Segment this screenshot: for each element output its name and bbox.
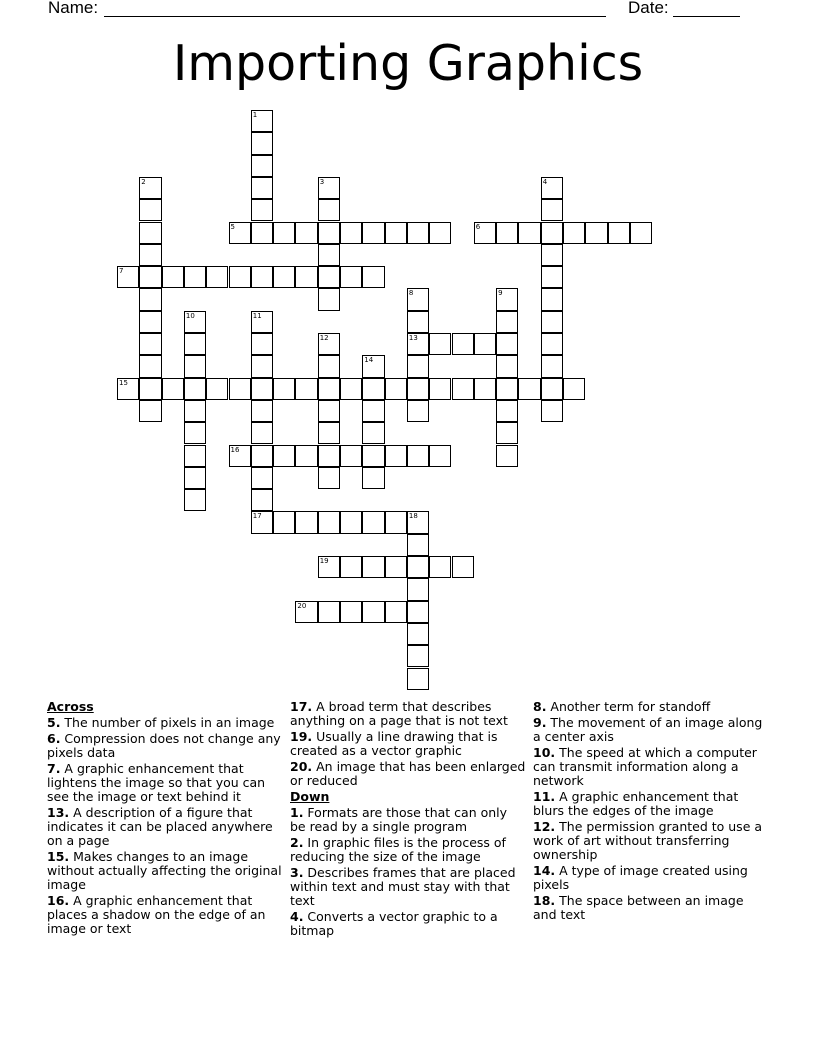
clue-number: 3 <box>319 177 325 186</box>
clue-item-text: Describes frames that are placed within text and must stay with that text <box>290 865 516 908</box>
clue-item-number: 18. <box>533 893 556 908</box>
crossword-cell[interactable] <box>407 534 429 556</box>
clue-item-text: Another term for standoff <box>546 699 711 714</box>
clue-item-text: A graphic enhancement that lightens the image so that you can see the image or text behind it <box>47 761 266 804</box>
crossword-cell[interactable] <box>139 311 161 333</box>
clue-item-number: 15. <box>47 849 70 864</box>
clue-item-number: 12. <box>533 819 556 834</box>
crossword-cell[interactable] <box>318 400 340 422</box>
crossword-cell[interactable] <box>407 311 429 333</box>
crossword-cell[interactable] <box>407 222 429 244</box>
crossword-cell[interactable] <box>362 556 384 578</box>
clue-item-number: 10. <box>533 745 556 760</box>
clue-item-text: A type of image created using pixels <box>533 863 748 892</box>
clue-number: 14 <box>364 356 374 365</box>
clues-column-2 <box>290 700 526 940</box>
crossword-cell[interactable] <box>139 378 161 400</box>
crossword-cell[interactable] <box>229 222 251 244</box>
clue-item-number: 6. <box>47 731 61 746</box>
clue-item <box>290 866 526 908</box>
crossword-cell[interactable] <box>496 222 518 244</box>
crossword-cell[interactable] <box>318 467 340 489</box>
clue-number: 5 <box>230 222 235 231</box>
crossword-cell[interactable] <box>407 378 429 400</box>
crossword-cell[interactable] <box>340 511 362 533</box>
crossword-cell[interactable] <box>295 445 317 467</box>
crossword-cell[interactable] <box>407 601 429 623</box>
clue-number: 19 <box>319 557 329 565</box>
crossword-cell[interactable] <box>452 333 474 355</box>
crossword-cell[interactable] <box>407 623 429 645</box>
clue-item <box>47 850 283 892</box>
crossword-cell[interactable] <box>295 222 317 244</box>
clues-column-3 <box>533 700 769 924</box>
crossword-cell[interactable] <box>474 378 496 400</box>
crossword-cell[interactable] <box>385 222 407 244</box>
clue-item-text: The space between an image and text <box>533 893 744 922</box>
clue-item-number: 17. <box>290 699 313 714</box>
crossword-cell[interactable] <box>273 378 295 400</box>
clue-number: 4 <box>542 177 548 186</box>
clue-item-text: The permission granted to use a work of art without transferring ownership <box>533 819 763 862</box>
crossword-cell[interactable] <box>117 266 139 288</box>
crossword-cell[interactable] <box>251 467 273 489</box>
clue-item <box>290 700 526 728</box>
crossword-cell[interactable] <box>541 311 563 333</box>
date-label: Date: <box>628 0 669 17</box>
crossword-cell[interactable] <box>251 355 273 377</box>
crossword-cell[interactable] <box>407 511 429 533</box>
crossword-cell[interactable] <box>541 244 563 266</box>
crossword-cell[interactable] <box>273 511 295 533</box>
clue-number: 9 <box>498 289 503 298</box>
crossword-cell[interactable] <box>496 288 518 310</box>
crossword-cell[interactable] <box>184 333 206 355</box>
crossword-cell[interactable] <box>340 445 362 467</box>
crossword-cell[interactable] <box>340 266 362 288</box>
crossword-cell[interactable] <box>385 601 407 623</box>
clue-item-number: 3. <box>290 865 304 880</box>
crossword-cell[interactable] <box>273 445 295 467</box>
crossword-cell[interactable] <box>184 467 206 489</box>
crossword-cell[interactable] <box>139 222 161 244</box>
crossword-cell[interactable] <box>340 222 362 244</box>
clue-item-number: 8. <box>533 699 547 714</box>
crossword-cell[interactable] <box>407 288 429 310</box>
crossword-cell[interactable] <box>407 333 429 355</box>
clue-item-number: 2. <box>290 835 304 850</box>
clue-number: 11 <box>252 311 262 320</box>
crossword-cell[interactable] <box>630 222 652 244</box>
clue-item <box>47 716 283 730</box>
crossword-cell[interactable] <box>563 378 585 400</box>
crossword-cell[interactable] <box>608 222 630 244</box>
crossword-cell[interactable] <box>139 400 161 422</box>
crossword-cell[interactable] <box>385 556 407 578</box>
clue-number: 2 <box>141 177 146 186</box>
crossword-cell[interactable] <box>251 400 273 422</box>
clue-number: 16 <box>230 445 240 454</box>
crossword-cell[interactable] <box>407 400 429 422</box>
clue-item-number: 19. <box>290 729 313 744</box>
crossword-cell[interactable] <box>362 467 384 489</box>
clue-number: 7 <box>119 267 124 276</box>
crossword-cell[interactable] <box>139 177 161 199</box>
crossword-cell[interactable] <box>407 445 429 467</box>
crossword-cell[interactable] <box>184 266 206 288</box>
clue-item-text: A graphic enhancement that blurs the edges of the image <box>533 789 739 818</box>
crossword-cell[interactable] <box>407 645 429 667</box>
crossword-cell[interactable] <box>318 333 340 355</box>
crossword-cell[interactable] <box>452 556 474 578</box>
down-clue-list-continued <box>533 700 769 922</box>
crossword-cell[interactable] <box>541 333 563 355</box>
clue-item <box>533 716 769 744</box>
crossword-cell[interactable] <box>496 400 518 422</box>
clue-item <box>533 790 769 818</box>
crossword-cell[interactable] <box>318 378 340 400</box>
crossword-cell[interactable] <box>563 222 585 244</box>
crossword-cell[interactable] <box>496 378 518 400</box>
crossword-cell[interactable] <box>429 333 451 355</box>
clue-item <box>47 732 283 760</box>
clue-item-text: Usually a line drawing that is created as a vector graphic <box>290 729 498 758</box>
crossword-cell[interactable] <box>229 445 251 467</box>
clue-number: 15 <box>119 378 128 387</box>
crossword-cell[interactable] <box>229 266 251 288</box>
clue-item-text: A description of a figure that indicates it can be placed anywhere on a page <box>47 805 273 848</box>
crossword-cell[interactable] <box>362 266 384 288</box>
crossword-cell[interactable] <box>273 266 295 288</box>
clue-number: 8 <box>408 289 414 298</box>
across-heading: Across <box>47 699 94 714</box>
crossword-cell[interactable] <box>318 445 340 467</box>
crossword-cell[interactable] <box>162 266 184 288</box>
crossword-cell[interactable] <box>318 422 340 444</box>
crossword-cell[interactable] <box>162 378 184 400</box>
crossword-cell[interactable] <box>407 668 429 690</box>
clue-item <box>533 700 769 714</box>
clue-item-number: 9. <box>533 715 547 730</box>
crossword-cell[interactable] <box>184 355 206 377</box>
crossword-cell[interactable] <box>362 601 384 623</box>
crossword-cell[interactable] <box>474 222 496 244</box>
crossword-cell[interactable] <box>139 355 161 377</box>
crossword-cell[interactable] <box>429 556 451 578</box>
crossword-cell[interactable] <box>318 266 340 288</box>
clue-number: 1 <box>252 111 258 119</box>
clue-item-number: 1. <box>290 805 304 820</box>
clue-number: 12 <box>319 334 329 342</box>
crossword-cell[interactable] <box>474 333 496 355</box>
clue-item-number: 5. <box>47 715 61 730</box>
crossword-cell[interactable] <box>206 378 228 400</box>
crossword-cell[interactable] <box>251 511 273 533</box>
crossword-cell[interactable] <box>362 422 384 444</box>
crossword-cell[interactable] <box>295 601 317 623</box>
clue-number: 6 <box>475 222 481 231</box>
crossword-cell[interactable] <box>139 199 161 221</box>
clue-item <box>533 820 769 862</box>
crossword-cell[interactable] <box>251 177 273 199</box>
crossword-cell[interactable] <box>407 355 429 377</box>
clue-item <box>290 730 526 758</box>
crossword-cell[interactable] <box>541 222 563 244</box>
crossword-cell[interactable] <box>496 333 518 355</box>
clue-item-text: Formats are those that can only be read by a single program <box>290 805 508 834</box>
crossword-cell[interactable] <box>295 511 317 533</box>
crossword-cell[interactable] <box>184 400 206 422</box>
crossword-cell[interactable] <box>184 489 206 511</box>
clue-item-text: The movement of an image along a center axis <box>533 715 763 744</box>
crossword-cell[interactable] <box>541 400 563 422</box>
crossword-cell[interactable] <box>362 222 384 244</box>
crossword-cell[interactable] <box>318 511 340 533</box>
crossword-cell[interactable] <box>318 222 340 244</box>
clues-column-1 <box>47 700 283 938</box>
crossword-cell[interactable] <box>585 222 607 244</box>
clue-number: 10 <box>185 311 195 320</box>
crossword-cell[interactable] <box>139 333 161 355</box>
crossword-cell[interactable] <box>273 222 295 244</box>
crossword-cell[interactable] <box>518 222 540 244</box>
clue-number: 13 <box>408 334 418 342</box>
crossword-cell[interactable] <box>362 400 384 422</box>
crossword-cell[interactable] <box>251 333 273 355</box>
crossword-cell[interactable] <box>318 556 340 578</box>
clue-item <box>47 806 283 848</box>
crossword-cell[interactable] <box>139 266 161 288</box>
crossword-cell[interactable] <box>452 378 474 400</box>
crossword-cell[interactable] <box>340 601 362 623</box>
clue-item <box>533 894 769 922</box>
clue-item <box>533 864 769 892</box>
clue-item-text: A graphic enhancement that places a shadow on the edge of an image or text <box>47 893 266 936</box>
clue-item-number: 11. <box>533 789 556 804</box>
across-clue-list-continued <box>290 700 526 788</box>
clue-item <box>290 836 526 864</box>
crossword-cell[interactable] <box>251 110 273 132</box>
crossword-cell[interactable] <box>295 378 317 400</box>
crossword-cell[interactable] <box>206 266 228 288</box>
name-label: Name: <box>48 0 99 17</box>
down-heading: Down <box>290 789 330 804</box>
clue-number: 18 <box>408 512 418 521</box>
crossword-cell[interactable] <box>251 311 273 333</box>
crossword-cell[interactable] <box>407 578 429 600</box>
clue-item <box>47 762 283 804</box>
clue-item <box>290 910 526 938</box>
crossword-cell[interactable] <box>184 422 206 444</box>
crossword-cell[interactable] <box>429 378 451 400</box>
crossword-cell[interactable] <box>541 355 563 377</box>
clue-item-text: In graphic files is the process of reducing the size of the image <box>290 835 506 864</box>
clue-item-number: 14. <box>533 863 556 878</box>
clue-item-number: 16. <box>47 893 70 908</box>
crossword-cell[interactable] <box>318 288 340 310</box>
clue-number: 17 <box>252 512 262 521</box>
crossword-cell[interactable] <box>541 378 563 400</box>
crossword-cell[interactable] <box>541 266 563 288</box>
crossword-cell[interactable] <box>541 199 563 221</box>
crossword-cell[interactable] <box>184 378 206 400</box>
crossword-cell[interactable] <box>251 199 273 221</box>
crossword-cell[interactable] <box>541 288 563 310</box>
crossword-cell[interactable] <box>251 378 273 400</box>
down-clue-list <box>290 806 526 938</box>
crossword-cell[interactable] <box>496 311 518 333</box>
clue-number: 20 <box>297 601 307 610</box>
crossword-cell[interactable] <box>229 378 251 400</box>
crossword-cell[interactable] <box>385 445 407 467</box>
clue-item-text: The speed at which a computer can transmit information along a network <box>533 745 757 788</box>
crossword-cell[interactable] <box>496 355 518 377</box>
crossword-cell[interactable] <box>318 355 340 377</box>
crossword-cell[interactable] <box>362 355 384 377</box>
clue-item-number: 4. <box>290 909 304 924</box>
crossword-cell[interactable] <box>251 222 273 244</box>
clue-item-text: Converts a vector graphic to a bitmap <box>290 909 498 938</box>
crossword-cell[interactable] <box>340 556 362 578</box>
crossword-cell[interactable] <box>117 378 139 400</box>
crossword-cell[interactable] <box>251 266 273 288</box>
crossword-cell[interactable] <box>429 445 451 467</box>
crossword-cell[interactable] <box>362 378 384 400</box>
crossword-cell[interactable] <box>385 378 407 400</box>
crossword-cell[interactable] <box>318 199 340 221</box>
crossword-cell[interactable] <box>251 422 273 444</box>
clue-item-number: 7. <box>47 761 61 776</box>
clue-item-number: 20. <box>290 759 313 774</box>
across-clue-list <box>47 716 283 936</box>
crossword-cell[interactable] <box>251 489 273 511</box>
crossword-cell[interactable] <box>496 422 518 444</box>
crossword-cell[interactable] <box>362 511 384 533</box>
crossword-cell[interactable] <box>385 511 407 533</box>
crossword-cell[interactable] <box>429 222 451 244</box>
crossword-cell[interactable] <box>362 445 384 467</box>
page-title: Importing Graphics <box>172 35 644 92</box>
crossword-cell[interactable] <box>295 266 317 288</box>
crossword-cell[interactable] <box>184 311 206 333</box>
clue-item-text: The number of pixels in an image <box>60 715 275 730</box>
crossword-cell[interactable] <box>251 155 273 177</box>
clue-item-number: 13. <box>47 805 70 820</box>
crossword-cell[interactable] <box>251 445 273 467</box>
clue-item <box>290 806 526 834</box>
crossword-cell[interactable] <box>318 177 340 199</box>
crossword-cell[interactable] <box>340 378 362 400</box>
crossword-cell[interactable] <box>139 244 161 266</box>
clue-item <box>290 760 526 788</box>
crossword-cell[interactable] <box>318 244 340 266</box>
clue-item <box>533 746 769 788</box>
clue-item-text: Compression does not change any pixels data <box>47 731 281 760</box>
clue-item-text: An image that has been enlarged or reduced <box>290 759 526 788</box>
crossword-cell[interactable] <box>184 445 206 467</box>
crossword-cell[interactable] <box>496 445 518 467</box>
clue-item <box>47 894 283 936</box>
crossword-cell[interactable] <box>318 601 340 623</box>
clue-item-text: Makes changes to an image without actually affecting the original image <box>47 849 282 892</box>
crossword-cell[interactable] <box>541 177 563 199</box>
crossword-cell[interactable] <box>139 288 161 310</box>
crossword-cell[interactable] <box>518 378 540 400</box>
crossword-cell[interactable] <box>251 132 273 154</box>
crossword-cell[interactable] <box>407 556 429 578</box>
clue-item-text: A broad term that describes anything on a page that is not text <box>290 699 508 728</box>
